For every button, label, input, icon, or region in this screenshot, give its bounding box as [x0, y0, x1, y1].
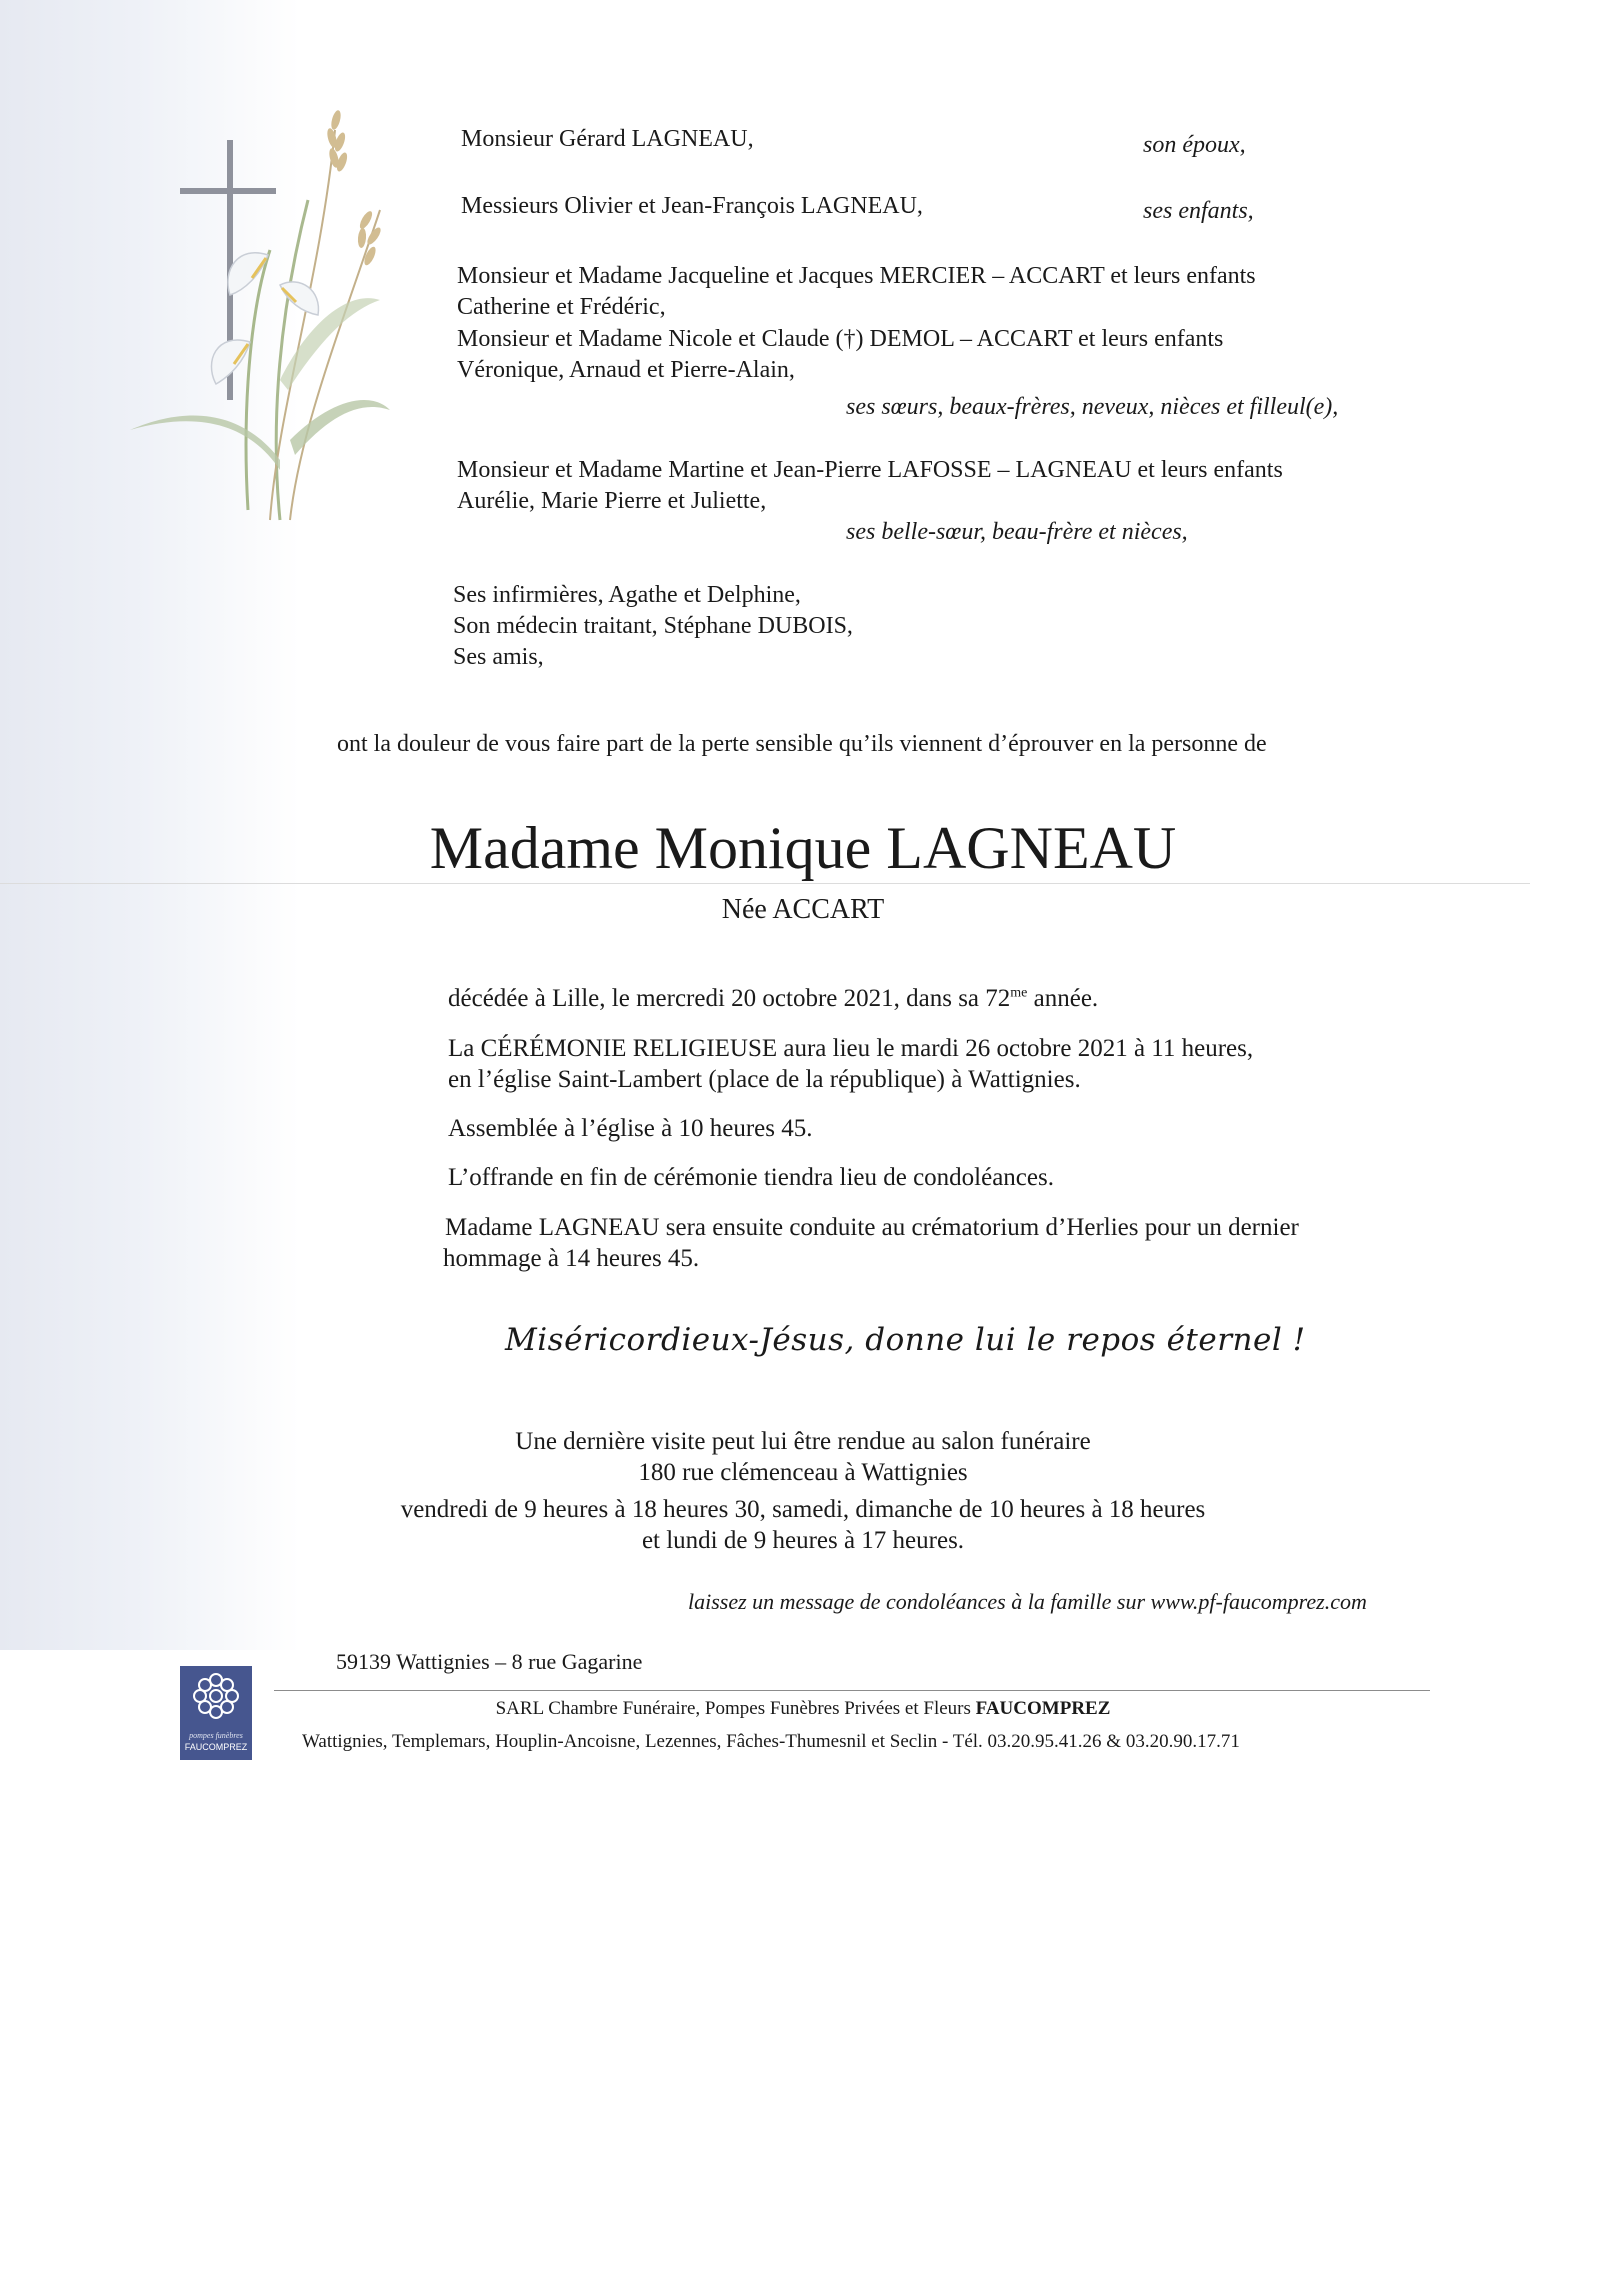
- assembly-info: Assemblée à l’église à 10 heures 45.: [448, 1115, 813, 1142]
- prayer-text: Miséricordieux-Jésus, donne lui le repos éternel !: [505, 1322, 1306, 1358]
- others-line: Ses amis,: [453, 644, 544, 670]
- footer-company-brand: FAUCOMPREZ: [975, 1698, 1111, 1719]
- death-info-text: décédée à Lille, le mercredi 20 octobre 2021, dans sa 72: [448, 985, 1011, 1012]
- inlaws-line: Monsieur et Madame Martine et Jean-Pierre LAFOSSE – LAGNEAU et leurs enfants: [457, 457, 1283, 483]
- wheat-ear: [326, 109, 350, 172]
- birth-name: Née ACCART: [721, 894, 885, 925]
- ordinal-suffix: me: [1010, 985, 1028, 1001]
- death-info-end: année.: [1027, 985, 1099, 1012]
- footer-locations: Wattignies, Templemars, Houplin-Ancoisne, Lezennes, Fâches-Thumesnil et Seclin - Tél. 03.20.95.41.26 & 03.20.90.17.71: [302, 1731, 1240, 1752]
- cross-lily-illustration: [130, 80, 390, 540]
- visit-line: Une dernière visite peut lui être rendue au salon funéraire: [515, 1428, 1091, 1455]
- visit-line: 180 rue clémenceau à Wattignies: [638, 1459, 968, 1486]
- footer-company-prefix: SARL Chambre Funéraire, Pompes Funèbres Privées et Fleurs: [495, 1698, 976, 1719]
- sisters-line: Monsieur et Madame Jacqueline et Jacques MERCIER – ACCART et leurs enfants: [457, 263, 1256, 289]
- cross-horizontal: [180, 188, 276, 194]
- children-relation: ses enfants,: [1143, 198, 1254, 224]
- leaf: [280, 298, 380, 390]
- website-note: laissez un message de condoléances à la famille sur www.pf-faucomprez.com: [688, 1589, 1367, 1614]
- inlaws-relation: ses belle-sœur, beau-frère et nièces,: [846, 519, 1188, 545]
- announcement-text: ont la douleur de vous faire part de la perte sensible qu’ils viennent d’éprouver en la personne de: [337, 731, 1267, 757]
- visit-line: et lundi de 9 heures à 17 heures.: [641, 1527, 965, 1554]
- leaf: [290, 400, 390, 455]
- footer-rule: [274, 1690, 1430, 1691]
- cremation-line: hommage à 14 heures 45.: [443, 1245, 700, 1272]
- sisters-line: Catherine et Frédéric,: [457, 294, 666, 320]
- logo-subtitle: pompes funèbres: [189, 1731, 243, 1740]
- cremation-line: Madame LAGNEAU sera ensuite conduite au crématorium d’Herlies pour un dernier: [445, 1214, 1299, 1241]
- others-line: Ses infirmières, Agathe et Delphine,: [453, 582, 801, 608]
- logo-brand: FAUCOMPREZ: [184, 1742, 248, 1752]
- children-name: Messieurs Olivier et Jean-François LAGNEAU,: [461, 193, 923, 219]
- footer-company: [0, 1697, 1606, 1721]
- footer-address: 59139 Wattignies – 8 rue Gagarine: [336, 1649, 643, 1674]
- ceremony-line: La CÉRÉMONIE RELIGIEUSE aura lieu le mardi 26 octobre 2021 à 11 heures,: [448, 1035, 1254, 1062]
- leaf: [130, 416, 280, 470]
- offering-info: L’offrande en fin de cérémonie tiendra lieu de condoléances.: [448, 1164, 1054, 1191]
- sisters-line: Monsieur et Madame Nicole et Claude (†) DEMOL – ACCART et leurs enfants: [457, 326, 1224, 352]
- husband-relation: son époux,: [1143, 132, 1246, 158]
- ceremony-line: en l’église Saint-Lambert (place de la république) à Wattignies.: [448, 1066, 1081, 1093]
- death-info: [448, 983, 1098, 1014]
- inlaws-line: Aurélie, Marie Pierre et Juliette,: [457, 488, 767, 514]
- wheat-ear: [357, 209, 383, 266]
- sisters-line: Véronique, Arnaud et Pierre-Alain,: [457, 357, 795, 383]
- deceased-name: Madame Monique LAGNEAU: [429, 815, 1177, 881]
- visit-line: vendredi de 9 heures à 18 heures 30, samedi, dimanche de 10 heures à 18 heures: [400, 1496, 1206, 1523]
- husband-name: Monsieur Gérard LAGNEAU,: [461, 126, 754, 152]
- others-line: Son médecin traitant, Stéphane DUBOIS,: [453, 613, 853, 639]
- sisters-relation: ses sœurs, beaux-frères, neveux, nièces et filleul(e),: [846, 394, 1339, 420]
